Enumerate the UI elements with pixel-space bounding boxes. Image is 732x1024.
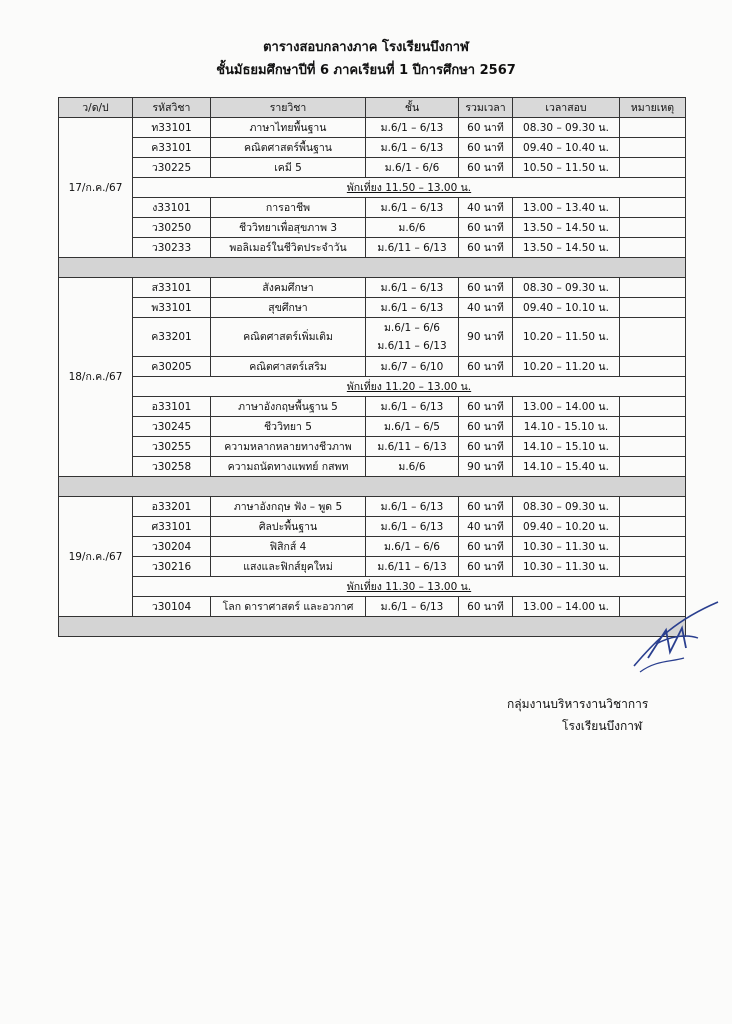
day-separator xyxy=(59,258,686,278)
exam-date: 18/ก.ค./67 xyxy=(59,278,133,477)
lunch-break-row xyxy=(59,377,686,397)
lunch-break: พักเที่ยง 11.50 – 13.00 น. xyxy=(133,178,686,198)
subject-code: ว30258 xyxy=(133,457,211,477)
subject-name: ภาษาอังกฤษ ฟัง – พูด 5 xyxy=(211,497,366,517)
exam-time: 10.20 – 11.50 น. xyxy=(513,318,620,357)
class-range: ม.6/1 – 6/13 xyxy=(366,278,459,298)
document-subtitle: ชั้นมัธยมศึกษาปีที่ 6 ภาคเรียนที่ 1 ปีการศึกษา 2567 xyxy=(216,63,516,78)
table-row xyxy=(59,138,686,158)
class-range: ม.6/11 – 6/13 xyxy=(366,238,459,258)
remark-cell xyxy=(620,198,686,218)
remark-cell xyxy=(620,318,686,357)
table-row xyxy=(59,537,686,557)
class-range: ม.6/11 – 6/13 xyxy=(366,557,459,577)
class-range: ม.6/1 - 6/6 xyxy=(366,158,459,178)
class-range: ม.6/1 – 6/13 xyxy=(366,118,459,138)
lunch-break: พักเที่ยง 11.30 – 13.00 น. xyxy=(133,577,686,597)
remark-cell xyxy=(620,497,686,517)
exam-duration: 60 นาที xyxy=(459,357,513,377)
table-row xyxy=(59,158,686,178)
exam-duration: 60 นาที xyxy=(459,397,513,417)
subject-code: ศ33101 xyxy=(133,517,211,537)
remark-cell xyxy=(620,118,686,138)
subject-name: ชีววิทยา 5 xyxy=(211,417,366,437)
table-row xyxy=(59,298,686,318)
exam-time: 09.40 – 10.40 น. xyxy=(513,138,620,158)
exam-time: 13.00 – 13.40 น. xyxy=(513,198,620,218)
subject-code: ว30104 xyxy=(133,597,211,617)
class-range: ม.6/7 – 6/10 xyxy=(366,357,459,377)
exam-date: 17/ก.ค./67 xyxy=(59,118,133,258)
exam-time: 09.40 – 10.20 น. xyxy=(513,517,620,537)
subject-name: การอาชีพ xyxy=(211,198,366,218)
subject-name: ศิลปะพื้นฐาน xyxy=(211,517,366,537)
remark-cell xyxy=(620,537,686,557)
exam-time: 08.30 – 09.30 น. xyxy=(513,118,620,138)
exam-time: 10.20 – 11.20 น. xyxy=(513,357,620,377)
remark-cell xyxy=(620,278,686,298)
exam-duration: 60 นาที xyxy=(459,158,513,178)
subject-name: คณิตศาสตร์พื้นฐาน xyxy=(211,138,366,158)
exam-duration: 60 นาที xyxy=(459,497,513,517)
lunch-break: พักเที่ยง 11.20 – 13.00 น. xyxy=(133,377,686,397)
subject-code: ง33101 xyxy=(133,198,211,218)
exam-duration: 60 นาที xyxy=(459,597,513,617)
subject-code: ว30204 xyxy=(133,537,211,557)
subject-code: อ33101 xyxy=(133,397,211,417)
subject-name: ชีววิทยาเพื่อสุขภาพ 3 xyxy=(211,218,366,238)
table-row xyxy=(59,238,686,258)
exam-duration: 60 นาที xyxy=(459,557,513,577)
remark-cell xyxy=(620,357,686,377)
document-title: ตารางสอบกลางภาค โรงเรียนบึงกาฬ xyxy=(263,40,469,55)
exam-duration: 40 นาที xyxy=(459,298,513,318)
exam-time: 14.10 - 15.10 น. xyxy=(513,417,620,437)
subject-name: โลก ดาราศาสตร์ และอวกาศ xyxy=(211,597,366,617)
exam-time: 13.50 – 14.50 น. xyxy=(513,238,620,258)
column-header: หมายเหตุ xyxy=(620,98,686,118)
class-range: ม.6/1 – 6/13 xyxy=(366,298,459,318)
exam-schedule-table xyxy=(58,97,686,637)
class-range: ม.6/1 – 6/5 xyxy=(366,417,459,437)
subject-code: ว30255 xyxy=(133,437,211,457)
subject-name: เคมี 5 xyxy=(211,158,366,178)
column-header: รายวิชา xyxy=(211,98,366,118)
table-row xyxy=(59,597,686,617)
table-row xyxy=(59,557,686,577)
class-range: ม.6/6 xyxy=(366,218,459,238)
remark-cell xyxy=(620,238,686,258)
remark-cell xyxy=(620,457,686,477)
subject-code: ส33101 xyxy=(133,278,211,298)
class-range: ม.6/1 – 6/13 xyxy=(366,138,459,158)
separator-cell xyxy=(59,617,686,637)
subject-code: ว30250 xyxy=(133,218,211,238)
subject-name: ความถนัดทางแพทย์ กสพท xyxy=(211,457,366,477)
subject-name: ภาษาไทยพื้นฐาน xyxy=(211,118,366,138)
subject-code: ว30225 xyxy=(133,158,211,178)
class-range: ม.6/1 – 6/13 xyxy=(366,198,459,218)
day-separator xyxy=(59,477,686,497)
class-range: ม.6/11 – 6/13 xyxy=(366,437,459,457)
column-header: รหัสวิชา xyxy=(133,98,211,118)
table-row xyxy=(59,218,686,238)
exam-duration: 40 นาที xyxy=(459,198,513,218)
subject-code: พ33101 xyxy=(133,298,211,318)
exam-time: 13.00 – 14.00 น. xyxy=(513,597,620,617)
exam-duration: 60 นาที xyxy=(459,537,513,557)
exam-time: 14.10 – 15.40 น. xyxy=(513,457,620,477)
table-row xyxy=(59,397,686,417)
table-header-row xyxy=(59,98,686,118)
lunch-break-row xyxy=(59,577,686,597)
separator-cell xyxy=(59,477,686,497)
lunch-break-row xyxy=(59,178,686,198)
exam-time: 08.30 – 09.30 น. xyxy=(513,497,620,517)
subject-name: ภาษาอังกฤษพื้นฐาน 5 xyxy=(211,397,366,417)
remark-cell xyxy=(620,138,686,158)
exam-duration: 60 นาที xyxy=(459,278,513,298)
subject-code: ว30233 xyxy=(133,238,211,258)
table-row xyxy=(59,457,686,477)
exam-duration: 90 นาที xyxy=(459,457,513,477)
class-range: ม.6/1 – 6/13 xyxy=(366,597,459,617)
remark-cell xyxy=(620,158,686,178)
exam-time: 10.50 – 11.50 น. xyxy=(513,158,620,178)
table-row xyxy=(59,118,686,138)
separator-cell xyxy=(59,258,686,278)
table-row xyxy=(59,437,686,457)
subject-name: แสงและฟิกส์ยุคใหม่ xyxy=(211,557,366,577)
class-range: ม.6/1 – 6/13 xyxy=(366,397,459,417)
exam-duration: 40 นาที xyxy=(459,517,513,537)
subject-code: ว30245 xyxy=(133,417,211,437)
subject-name: คณิตศาสตร์เพิ่มเติม xyxy=(211,318,366,357)
exam-duration: 60 นาที xyxy=(459,218,513,238)
table-row xyxy=(59,278,686,298)
subject-name: สังคมศึกษา xyxy=(211,278,366,298)
subject-name: ความหลากหลายทางชีวภาพ xyxy=(211,437,366,457)
remark-cell xyxy=(620,397,686,417)
class-range: ม.6/1 – 6/13 xyxy=(366,517,459,537)
exam-date: 19/ก.ค./67 xyxy=(59,497,133,617)
exam-time: 09.40 – 10.10 น. xyxy=(513,298,620,318)
exam-duration: 60 นาที xyxy=(459,437,513,457)
table-row xyxy=(59,318,686,357)
signature-mark xyxy=(626,600,722,680)
day-separator xyxy=(59,617,686,637)
footer-department: กลุ่มงานบริหารงานวิชาการ xyxy=(507,697,649,711)
remark-cell xyxy=(620,298,686,318)
column-header: ชั้น xyxy=(366,98,459,118)
table-row xyxy=(59,357,686,377)
exam-duration: 60 นาที xyxy=(459,417,513,437)
table-row xyxy=(59,517,686,537)
table-row xyxy=(59,417,686,437)
column-header: รวมเวลา xyxy=(459,98,513,118)
class-range: ม.6/1 – 6/6 xyxy=(366,537,459,557)
subject-name: คณิตศาสตร์เสริม xyxy=(211,357,366,377)
exam-time: 13.00 – 14.00 น. xyxy=(513,397,620,417)
column-header: เวลาสอบ xyxy=(513,98,620,118)
remark-cell xyxy=(620,437,686,457)
class-range-line: ม.6/11 – 6/13 xyxy=(377,340,447,352)
exam-time: 14.10 – 15.10 น. xyxy=(513,437,620,457)
subject-code: ค33101 xyxy=(133,138,211,158)
table-row xyxy=(59,497,686,517)
subject-code: ค30205 xyxy=(133,357,211,377)
table-row xyxy=(59,198,686,218)
remark-cell xyxy=(620,218,686,238)
exam-duration: 60 นาที xyxy=(459,238,513,258)
exam-duration: 60 นาที xyxy=(459,118,513,138)
remark-cell xyxy=(620,517,686,537)
exam-duration: 60 นาที xyxy=(459,138,513,158)
remark-cell xyxy=(620,417,686,437)
subject-code: ค33201 xyxy=(133,318,211,357)
exam-time: 13.50 – 14.50 น. xyxy=(513,218,620,238)
footer-school: โรงเรียนบึงกาฬ xyxy=(562,719,643,733)
class-range-line: ม.6/1 – 6/6 xyxy=(384,322,440,334)
subject-name: ฟิสิกส์ 4 xyxy=(211,537,366,557)
class-range: ม.6/1 – 6/13 xyxy=(366,497,459,517)
class-range: ม.6/6 xyxy=(366,457,459,477)
subject-name: พอลิเมอร์ในชีวิตประจำวัน xyxy=(211,238,366,258)
exam-duration: 90 นาที xyxy=(459,318,513,357)
exam-time: 10.30 – 11.30 น. xyxy=(513,557,620,577)
subject-name: สุขศึกษา xyxy=(211,298,366,318)
subject-code: ท33101 xyxy=(133,118,211,138)
exam-time: 10.30 – 11.30 น. xyxy=(513,537,620,557)
column-header: ว/ด/ป xyxy=(59,98,133,118)
remark-cell xyxy=(620,557,686,577)
subject-code: ว30216 xyxy=(133,557,211,577)
class-range xyxy=(366,318,459,357)
exam-time: 08.30 – 09.30 น. xyxy=(513,278,620,298)
subject-code: อ33201 xyxy=(133,497,211,517)
